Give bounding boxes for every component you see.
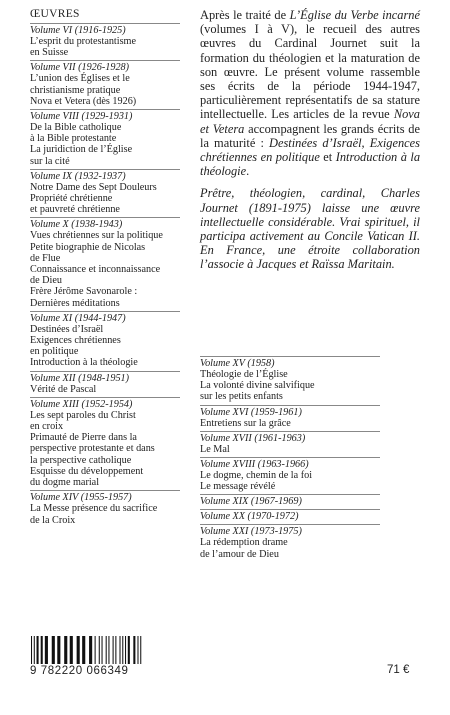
volume-work-title: La Messe présence du sacrifice	[30, 503, 158, 515]
desc-title-destinees: Destinées d’Israël, Exigences chrétiennes en politique	[200, 135, 420, 165]
barcode-bar	[45, 636, 48, 664]
desc-title-eglise: L’Église du Verbe incarné	[289, 8, 420, 22]
desc-title-introduction: Introduction à la théologie	[200, 150, 421, 179]
barcode-block	[30, 636, 145, 677]
volume-work-title: et pauvreté chrétienne	[30, 204, 120, 216]
volume-work-title: L’esprit du protestantisme	[30, 36, 137, 47]
volume-work-title: christianisme pratique	[30, 84, 121, 96]
volume-work-title: Nova et Vetera (dès 1926)	[30, 95, 137, 107]
left-volume	[30, 490, 180, 525]
barcode-bar	[115, 636, 116, 664]
volume-work-title: sur les petits enfants	[200, 391, 283, 403]
left-volume	[30, 23, 180, 58]
barcode-bar	[113, 636, 114, 664]
volume-work-title: Théologie de l’Église	[200, 369, 288, 380]
left-volume	[30, 217, 180, 308]
left-volume	[30, 169, 180, 216]
barcode-bar	[119, 636, 120, 664]
desc-text: (volumes I à V), le recueil des autres œuvres du Cardinal Journet suit la formation du théologien et la maturation de son œuvre. Le présent volume rassemble ses écrits de la période 1944-1947, particulièrement représentatifs de sa stature intellectuelle. Les articles de la revue	[200, 22, 420, 122]
right-volume	[200, 405, 380, 429]
volume-work-title: De la Bible catholique	[30, 122, 122, 134]
volume-work-title: Le Mal	[200, 443, 230, 455]
volume-work-title: Propriété chrétienne	[30, 193, 113, 205]
right-volume	[200, 356, 380, 403]
desc-text: .	[246, 164, 250, 179]
barcode-bar	[52, 636, 55, 664]
volume-work-title: de la Croix	[30, 514, 76, 526]
left-volume	[30, 397, 180, 488]
volume-title: Volume IX (1932-1937)	[30, 170, 126, 182]
barcode-bar	[82, 636, 85, 664]
volume-work-title: La rédemption drame	[200, 537, 288, 549]
barcode-bar	[89, 636, 92, 664]
volume-title: Volume VI (1916-1925)	[30, 25, 126, 36]
left-volume-list	[30, 23, 180, 526]
barcode-bar	[99, 636, 100, 664]
barcode-bar	[106, 636, 107, 664]
barcode-bar	[122, 636, 123, 664]
barcode-bar	[95, 636, 96, 664]
volume-work-title: Connaissance et inconnaissance	[30, 264, 161, 276]
volume-work-title: en politique	[30, 346, 79, 358]
barcode-bar	[125, 636, 126, 664]
works-list-right	[200, 354, 380, 560]
volume-title: Volume XVII (1961-1963)	[200, 432, 306, 444]
right-volume	[200, 457, 380, 492]
left-volume	[30, 60, 180, 107]
barcode-bar	[41, 636, 43, 664]
volume-work-title: Frère Jérôme Savonarole :	[30, 286, 138, 298]
isbn-number: 9 782220 066349	[30, 665, 129, 677]
right-volume	[200, 494, 380, 507]
volume-work-title: Exigences chrétiennes	[30, 335, 121, 347]
volume-work-title: La volonté divine salvifique	[200, 380, 315, 392]
volume-work-title: Introduction à la théologie	[30, 357, 138, 369]
left-volume	[30, 109, 180, 167]
volume-work-title: L’union des Églises et le	[30, 73, 130, 85]
barcode-bar	[140, 636, 141, 664]
works-list-left	[30, 8, 180, 526]
volume-title: Volume XXI (1973-1975)	[200, 526, 302, 538]
volume-title: Volume XIV (1955-1957)	[30, 492, 132, 504]
volume-work-title: Notre Dame des Sept Douleurs	[30, 181, 157, 193]
volume-work-title: Entretiens sur la grâce	[200, 417, 291, 429]
works-heading: ŒUVRES	[30, 8, 80, 20]
volume-work-title: de Flue	[30, 252, 61, 264]
desc-text: Après le traité de	[200, 8, 290, 22]
volume-work-title: Dernières méditations	[30, 297, 120, 309]
volume-title: Volume VII (1926-1928)	[30, 62, 130, 74]
volume-work-title: Le message révélé	[200, 481, 276, 493]
volume-title: Volume X (1938-1943)	[30, 219, 123, 231]
desc-text: accompagnent les grands écrits de la maturité :	[200, 121, 420, 150]
barcode-bar	[31, 636, 32, 664]
volume-title: Volume VIII (1929-1931)	[30, 111, 133, 123]
volume-title: Volume XVI (1959-1961)	[200, 406, 302, 418]
description-paragraph-1	[200, 8, 420, 178]
volume-work-title: Le dogme, chemin de la foi	[200, 470, 313, 482]
volume-title: Volume XV (1958)	[200, 358, 275, 369]
right-volume	[200, 524, 380, 559]
volume-work-title: en croix	[30, 421, 64, 433]
volume-work-title: Les sept paroles du Christ	[30, 409, 136, 421]
back-cover-description	[200, 8, 420, 272]
barcode-bar	[128, 636, 130, 664]
right-volume-list	[200, 356, 380, 560]
barcode-bar	[57, 636, 60, 664]
volume-work-title: à la Bible protestante	[30, 133, 117, 145]
volume-work-title: en Suisse	[30, 47, 69, 59]
description-paragraph-2: Prêtre, théologien, cardinal, Charles Journet (1891-1975) laisse une œuvre intellectuelle considérable. Vrai spirituel, il participa activement au Concile Vatican II. En France, une étroite collaboration l’associe à Jacques et Raïssa Maritain.	[200, 186, 420, 272]
volume-title: Volume XX (1970-1972)	[200, 511, 299, 523]
volume-title: Volume XII (1948-1951)	[30, 372, 130, 384]
barcode-bar	[70, 636, 73, 664]
volume-work-title: Primauté de Pierre dans la	[30, 432, 137, 444]
barcode-bar	[102, 636, 103, 664]
desc-title-nova-vetera: Nova et Vetera	[200, 107, 420, 136]
volume-work-title: Destinées d’Israël	[30, 323, 104, 335]
barcode-bar	[108, 636, 109, 664]
barcode-bar	[34, 636, 35, 664]
volume-title: Volume XI (1944-1947)	[30, 312, 126, 324]
volume-work-title: la perspective catholique	[30, 454, 132, 466]
volume-work-title: Petite biographie de Nicolas	[30, 241, 146, 253]
volume-work-title: Vues chrétiennes sur la politique	[30, 230, 163, 242]
barcode-bar	[77, 636, 80, 664]
left-volume	[30, 311, 180, 369]
volume-work-title: de l’amour de Dieu	[200, 548, 279, 560]
left-volume	[30, 371, 180, 395]
volume-work-title: La juridiction de l’Église	[30, 144, 133, 156]
volume-title: Volume XIII (1952-1954)	[30, 398, 133, 410]
volume-work-title: Vérité de Pascal	[30, 383, 97, 395]
volume-title: Volume XVIII (1963-1966)	[200, 459, 309, 471]
volume-title: Volume XIX (1967-1969)	[200, 496, 302, 508]
right-volume	[200, 431, 380, 455]
right-volume	[200, 509, 380, 522]
volume-work-title: perspective protestante et dans	[30, 443, 155, 455]
volume-work-title: sur la cité	[30, 155, 70, 167]
barcode-bar	[37, 636, 39, 664]
barcode-bar	[133, 636, 135, 664]
desc-text: et	[319, 150, 336, 165]
volume-work-title: Esquisse du développement	[30, 465, 144, 477]
volume-work-title: de Dieu	[30, 275, 62, 287]
barcode-image	[30, 636, 145, 664]
barcode-bar	[137, 636, 138, 664]
price-label: 71 €	[387, 664, 410, 676]
volume-work-title: du dogme marial	[30, 477, 100, 489]
barcode-bar	[64, 636, 67, 664]
